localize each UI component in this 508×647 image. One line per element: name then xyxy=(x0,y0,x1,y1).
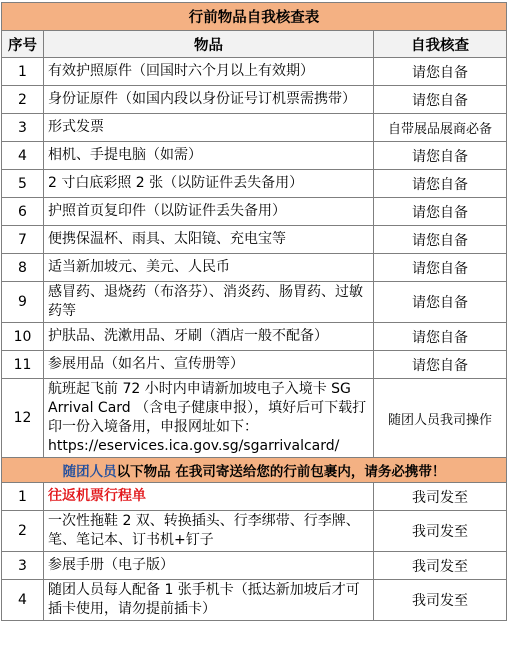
item-text: 便携保温杯、雨具、太阳镜、充电宝等 xyxy=(44,226,374,254)
row-number: 1 xyxy=(2,483,44,511)
table-row xyxy=(2,142,507,170)
row-number: 7 xyxy=(2,226,44,254)
table-row xyxy=(2,170,507,198)
row-number: 2 xyxy=(2,86,44,114)
item-text: 感冒药、退烧药（布洛芬）、消炎药、肠胃药、过敏药等 xyxy=(44,282,374,323)
table-row xyxy=(2,254,507,282)
check-text: 我司发至 xyxy=(374,552,507,580)
check-text: 请您自备 xyxy=(374,351,507,379)
row-number: 5 xyxy=(2,170,44,198)
table-row xyxy=(2,86,507,114)
table-row xyxy=(2,379,507,458)
banner-highlight: 随团人员 xyxy=(62,464,117,480)
item-text: 航班起飞前 72 小时内申请新加坡电子入境卡 SG Arrival Card （含电子健康申报），填好后可下载打印一份入境备用，申报网址如下：https://eservices.ica.gov.sg/sgarrivalcard/ xyxy=(44,379,374,458)
header-item: 物品 xyxy=(44,31,374,58)
check-text: 请您自备 xyxy=(374,58,507,86)
table-row xyxy=(2,58,507,86)
item-text: 适当新加坡元、美元、人民币 xyxy=(44,254,374,282)
check-text: 请您自备 xyxy=(374,142,507,170)
table-row xyxy=(2,552,507,580)
checklist-table xyxy=(1,2,507,621)
table-row xyxy=(2,511,507,552)
check-text: 我司发至 xyxy=(374,511,507,552)
check-text: 请您自备 xyxy=(374,323,507,351)
row-number: 9 xyxy=(2,282,44,323)
check-text: 请您自备 xyxy=(374,170,507,198)
check-text: 请您自备 xyxy=(374,282,507,323)
item-text: 相机、手提电脑（如需） xyxy=(44,142,374,170)
row-number: 4 xyxy=(2,142,44,170)
table-row xyxy=(2,483,507,511)
check-text: 我司发至 xyxy=(374,580,507,621)
table-title: 行前物品自我核查表 xyxy=(2,3,507,31)
row-number: 3 xyxy=(2,552,44,580)
table-row xyxy=(2,282,507,323)
check-text: 请您自备 xyxy=(374,226,507,254)
section-banner xyxy=(2,458,507,483)
item-text: 形式发票 xyxy=(44,114,374,142)
item-text: 参展用品（如名片、宣传册等） xyxy=(44,351,374,379)
row-number: 3 xyxy=(2,114,44,142)
header-check: 自我核查 xyxy=(374,31,507,58)
row-number: 11 xyxy=(2,351,44,379)
item-text: 有效护照原件（回国时六个月以上有效期） xyxy=(44,58,374,86)
table-row xyxy=(2,323,507,351)
item-text: 参展手册（电子版） xyxy=(44,552,374,580)
row-number: 2 xyxy=(2,511,44,552)
check-text: 请您自备 xyxy=(374,254,507,282)
table-row xyxy=(2,351,507,379)
banner-text: 以下物品 在我司寄送给您的行前包裹内，请务必携带！ xyxy=(116,464,446,480)
header-no: 序号 xyxy=(2,31,44,58)
check-text: 我司发至 xyxy=(374,483,507,511)
item-text: 身份证原件（如国内段以身份证号订机票需携带） xyxy=(44,86,374,114)
check-text: 请您自备 xyxy=(374,86,507,114)
row-number: 6 xyxy=(2,198,44,226)
table-row xyxy=(2,580,507,621)
item-text: 一次性拖鞋 2 双、转换插头、行李绑带、行李牌、笔、笔记本、订书机+钉子 xyxy=(44,511,374,552)
header-row xyxy=(2,31,507,58)
check-text: 请您自备 xyxy=(374,198,507,226)
row-number: 12 xyxy=(2,379,44,458)
item-text: 护照首页复印件（以防证件丢失备用） xyxy=(44,198,374,226)
item-text: 往返机票行程单 xyxy=(44,483,374,511)
table-row xyxy=(2,198,507,226)
row-number: 10 xyxy=(2,323,44,351)
check-text: 自带展品展商必备 xyxy=(374,114,507,142)
row-number: 4 xyxy=(2,580,44,621)
table-row xyxy=(2,114,507,142)
row-number: 1 xyxy=(2,58,44,86)
check-text: 随团人员我司操作 xyxy=(374,379,507,458)
table-row xyxy=(2,226,507,254)
row-number: 8 xyxy=(2,254,44,282)
item-text: 2 寸白底彩照 2 张（以防证件丢失备用） xyxy=(44,170,374,198)
item-text: 护肤品、洗漱用品、牙刷（酒店一般不配备） xyxy=(44,323,374,351)
item-text: 随团人员每人配备 1 张手机卡（抵达新加坡后才可插卡使用，请勿提前插卡） xyxy=(44,580,374,621)
